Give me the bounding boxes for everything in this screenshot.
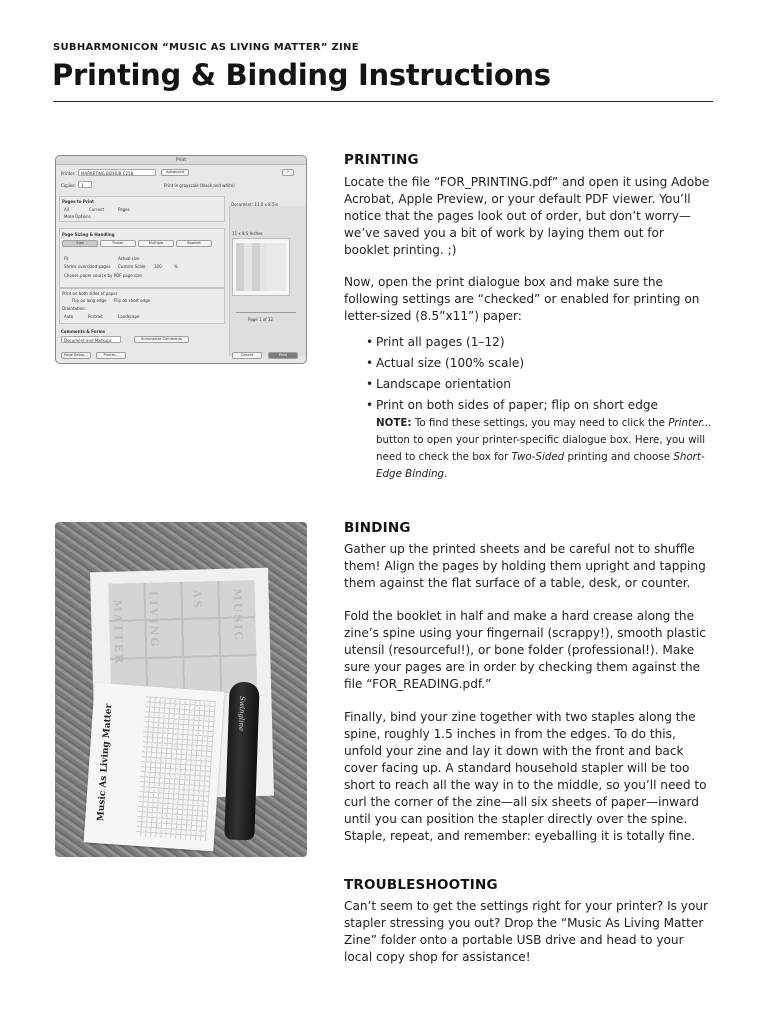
binding-paragraph-2: Fold the booklet in half and make a hard crease along the zine’s spine using your fingernail (scrappy!), smooth plastic utensil (resourceful!), or bone folder (professional!). Make sure your pages are in order by checking them against the file “FOR_READING.pdf.” <box>344 609 706 691</box>
current-page-option: Current <box>89 207 105 212</box>
note-text-3: printing and choose <box>564 451 674 463</box>
both-sides-option: Print on both sides of paper <box>62 291 118 296</box>
list-item: • Print on both sides of paper; flip on short edge <box>366 395 716 416</box>
preview-sheet <box>232 238 290 296</box>
preview-size-label: 11 x 8.5 Inches <box>232 231 263 236</box>
zine-photo <box>55 522 307 857</box>
print-button: Print <box>268 352 298 359</box>
size-tab: Size <box>62 240 98 247</box>
comments-select <box>61 336 121 343</box>
scale-value: 100 <box>154 264 162 269</box>
choose-source-option: Choose paper source by PDF page size <box>64 273 142 278</box>
page-range-option: Pages <box>118 207 130 212</box>
printing-heading: PRINTING <box>344 152 419 168</box>
print-settings-list <box>366 332 716 416</box>
print-dialog-titlebar: Print <box>56 156 306 165</box>
zine-word-living: LIVING <box>146 590 162 649</box>
note-text-1: To find these settings, you may need to click the <box>411 417 669 429</box>
stapler <box>224 682 259 841</box>
zine-cover-title: Music As Living Matter <box>96 703 115 822</box>
auto-option: Auto <box>64 314 74 319</box>
printer-value: MARKETING BIZHUB C258 <box>81 171 134 176</box>
printing-paragraph-2: Now, open the print dialogue box and make sure the following settings are “checked” or enabled for printing on letter-sized (8.5”x11”) paper: <box>344 275 700 323</box>
binding-heading: BINDING <box>344 520 411 536</box>
comments-value: Document and Markups <box>64 338 112 343</box>
note-text-2: button to open your printer-specific dialogue box. Here, you will need to check the box for <box>376 434 706 463</box>
page-count-label: Page 1 of 12 <box>248 317 273 322</box>
zine-word-matter: MATTER <box>110 599 126 666</box>
troubleshooting-paragraph: Can’t seem to get the settings right for your printer? Is your stapler stressing you out? Drop the “Music As Living Matter Zine” folder onto a portable USB drive and head to your local copy shop for assistance! <box>344 899 708 964</box>
note-printer: Printer... <box>668 417 712 429</box>
note-short-edge: Short-Edge Binding <box>376 451 705 480</box>
custom-scale-option: Custom Scale: <box>118 264 147 269</box>
help-button: ? <box>282 169 294 176</box>
zine-cover <box>84 683 225 852</box>
copies-field <box>78 181 92 188</box>
print-dialog-screenshot <box>55 155 307 364</box>
preview-cover <box>267 243 286 291</box>
page-title: Printing & Binding Instructions <box>52 58 551 92</box>
more-options-toggle: More Options <box>64 214 91 219</box>
comments-heading: Comments & Forms <box>61 329 105 334</box>
copies-value: 1 <box>81 183 84 188</box>
list-item: • Landscape orientation <box>366 374 716 395</box>
note-label: NOTE: <box>376 417 412 429</box>
page-kicker: SUBHARMONICON “MUSIC AS LIVING MATTER” ZINE <box>53 42 359 53</box>
grayscale-option: Print in grayscale (black and white) <box>164 183 235 188</box>
shrink-option: Shrink oversized pages <box>64 264 111 269</box>
note-two-sided: Two-Sided <box>511 451 565 463</box>
orientation-label: Orientation: <box>62 306 86 311</box>
printer-button: Printer... <box>96 352 126 359</box>
printing-paragraph-1: Locate the file “FOR_PRINTING.pdf” and open it using Adobe Acrobat, Apple Preview, or your default PDF viewer. You’ll notice that the pages look out of order, but don’t worry—we’ve saved you a bit of work by laying them out for booklet printing. ;) <box>344 175 710 257</box>
pages-to-print-heading: Pages to Print <box>62 199 94 204</box>
page-sizing-heading: Page Sizing & Handling <box>62 232 115 237</box>
poster-tab: Poster <box>100 240 136 247</box>
booklet-tab: Booklet <box>176 240 212 247</box>
binding-paragraph-3: Finally, bind your zine together with two staples along the spine, roughly 1.5 inches in from the edges. To do this, unfold your zine and lay it down with the front and back cover facing up. A standard household stapler will be too short to reach all the way in to the middle, so you’ll need to curl the corner of the zine—all six sheets of paper—inward until you can position the stapler directly over the spine. Staple, repeat, and remember: eyeballing it is totally fine. <box>344 710 707 843</box>
copies-label: Copies: <box>61 183 76 188</box>
binding-paragraph-1: Gather up the printed sheets and be careful not to shuffle them! Align the pages by holding them upright and tapping them against the flat surface of a table, desk, or counter. <box>344 542 706 590</box>
zine-word-as: AS <box>190 589 205 611</box>
cancel-button: Cancel <box>232 352 262 359</box>
advanced-button: Advanced <box>161 169 189 176</box>
note-text-4: . <box>444 468 448 480</box>
preview-grid <box>236 243 268 291</box>
page-setup-button: Page Setup... <box>61 352 91 359</box>
printer-select <box>78 169 156 176</box>
flip-long-option: Flip on long edge <box>72 298 107 303</box>
troubleshooting-heading: TROUBLESHOOTING <box>344 877 498 893</box>
flip-short-option: Flip on short edge <box>114 298 151 303</box>
zine-word-music: MUSIC <box>230 588 245 643</box>
portrait-option: Portrait <box>88 314 103 319</box>
actual-size-option: Actual size <box>118 256 140 261</box>
list-item: • Print all pages (1–12) <box>366 332 716 353</box>
landscape-option: Landscape <box>118 314 140 319</box>
stapler-brand: Swingline <box>237 695 247 732</box>
fit-option: Fit <box>64 256 69 261</box>
scale-percent: % <box>174 264 178 269</box>
all-pages-option: All <box>64 207 69 212</box>
printing-note <box>376 415 716 483</box>
title-divider <box>53 101 713 102</box>
summarize-button: Summarize Comments <box>134 336 189 343</box>
printer-label: Printer: <box>61 171 76 176</box>
list-item: • Actual size (100% scale) <box>366 353 716 374</box>
multiple-tab: Multiple <box>138 240 174 247</box>
zine-cover-grid <box>136 696 216 841</box>
preview-slider-track <box>236 312 296 313</box>
document-size-label: Document: 11.0 x 8.5in <box>231 202 279 207</box>
page-sizing-panel <box>59 228 225 288</box>
